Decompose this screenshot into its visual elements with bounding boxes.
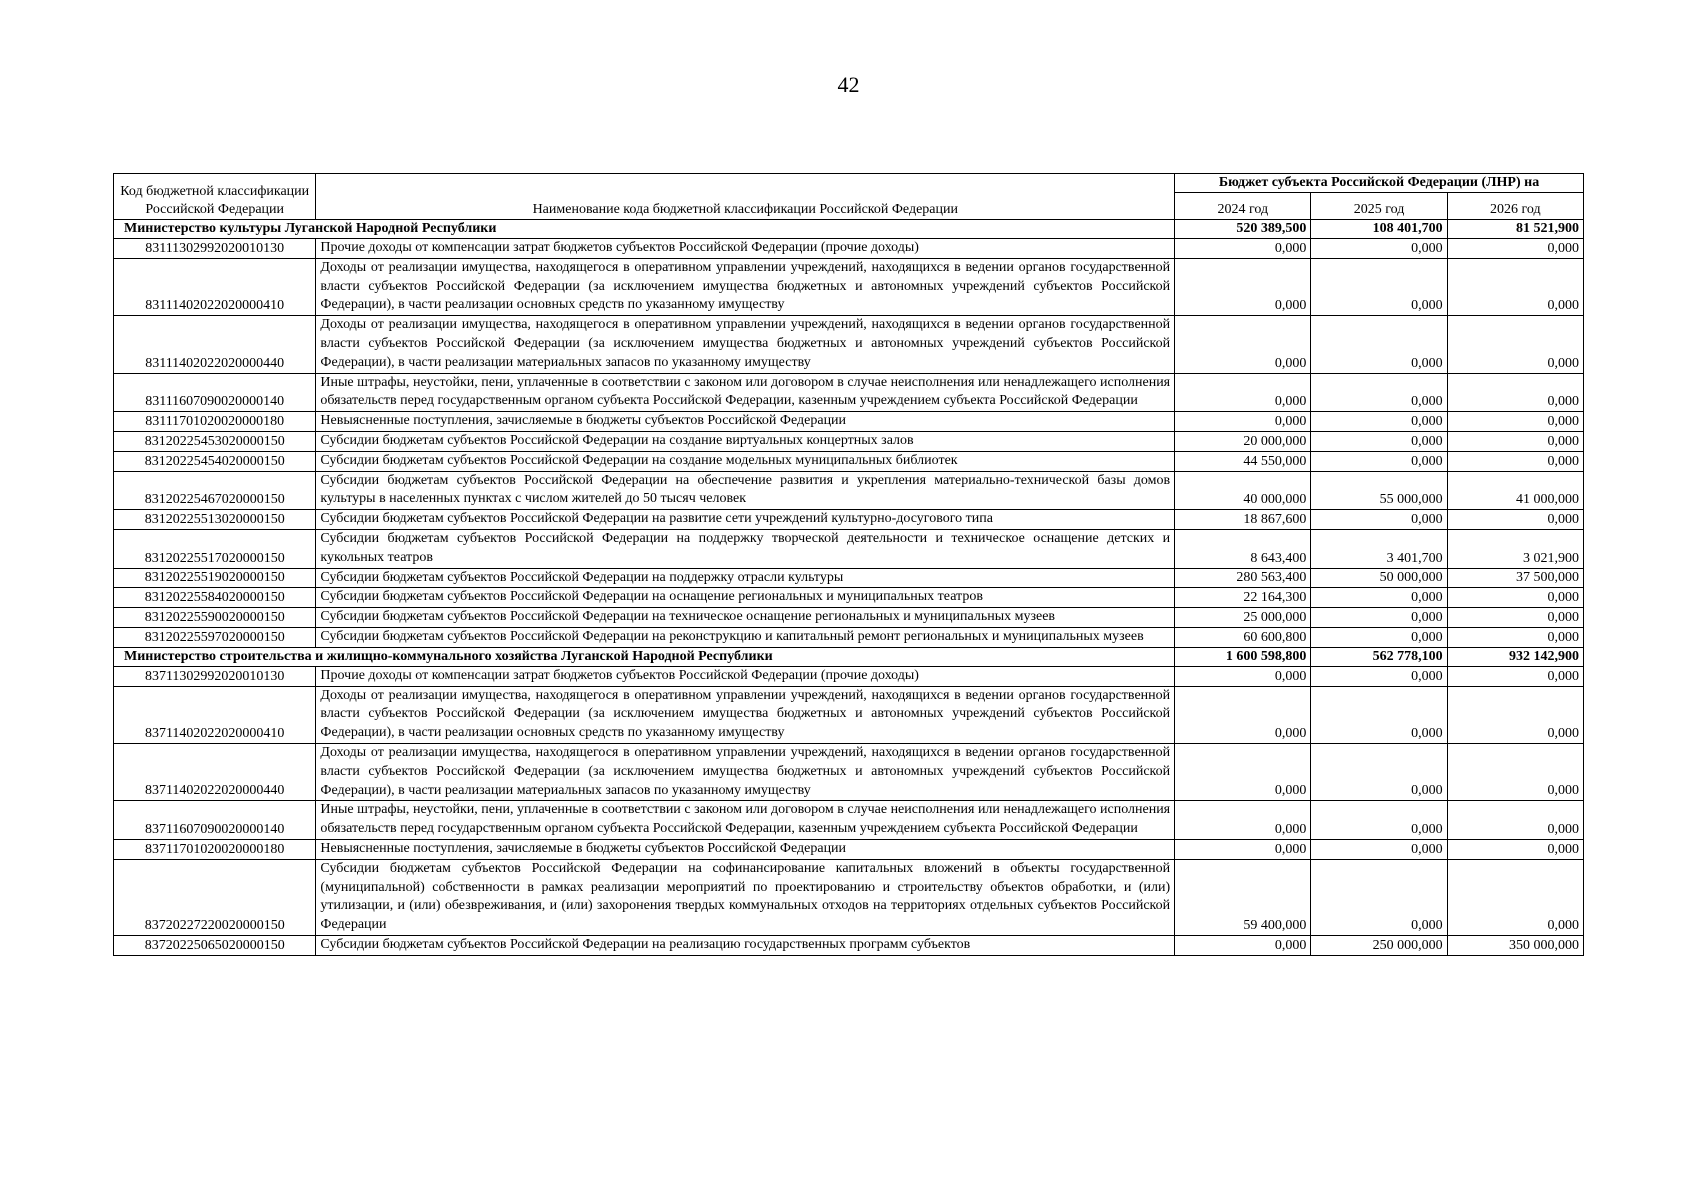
classification-code: 83120225453020000150 <box>114 431 316 451</box>
table-row <box>114 239 1584 259</box>
classification-code: 83120225590020000150 <box>114 608 316 628</box>
classification-code: 83111302992020010130 <box>114 239 316 259</box>
ministry-name: Министерство культуры Луганской Народной Республики <box>114 220 1175 239</box>
table-row <box>114 627 1584 647</box>
amount-2024: 0,000 <box>1175 839 1311 859</box>
classification-name: Субсидии бюджетам субъектов Российской Федерации на создание модельных муниципальных библиотек <box>316 451 1175 471</box>
amount-2024: 25 000,000 <box>1175 608 1311 628</box>
table-row <box>114 451 1584 471</box>
table-row <box>114 608 1584 628</box>
table-row <box>114 859 1584 935</box>
amount-2025: 0,000 <box>1311 316 1447 373</box>
amount-2024: 40 000,000 <box>1175 471 1311 510</box>
classification-name: Невыясненные поступления, зачисляемые в бюджеты субъектов Российской Федерации <box>316 412 1175 432</box>
table-row <box>114 471 1584 510</box>
amount-2024: 59 400,000 <box>1175 859 1311 935</box>
classification-code: 83711402022020000440 <box>114 743 316 800</box>
page-number: 42 <box>837 72 860 97</box>
amount-2025: 0,000 <box>1311 743 1447 800</box>
classification-code: 83720225065020000150 <box>114 935 316 955</box>
classification-name: Доходы от реализации имущества, находящегося в оперативном управлении учреждений, находящихся в ведении органов государственной власти субъектов Российской Федерации (за исключением имущества бюджетных и автономных учреждений субъектов Российской Федерации), в части реализации основных средств по указанному имуществу <box>316 686 1175 743</box>
table-body <box>114 220 1584 956</box>
amount-2025: 0,000 <box>1311 686 1447 743</box>
header-name: Наименование кода бюджетной классификации Российской Федерации <box>316 174 1175 220</box>
classification-name: Субсидии бюджетам субъектов Российской Федерации на развитие сети учреждений культурно-досугового типа <box>316 510 1175 530</box>
amount-2026: 0,000 <box>1447 627 1583 647</box>
amount-2025: 0,000 <box>1311 859 1447 935</box>
table-row <box>114 510 1584 530</box>
classification-name: Субсидии бюджетам субъектов Российской Федерации на софинансирование капитальных вложений в объекты государственной (муниципальной) собственности в рамках реализации мероприятий по проектированию и строительству объектов обработки, и (или) утилизации, и (или) обезвреживания, и (или) захоронения твердых коммунальных отходов на территориях отдельных субъектов Российской Федерации <box>316 859 1175 935</box>
amount-2025: 0,000 <box>1311 258 1447 315</box>
amount-2026: 0,000 <box>1447 316 1583 373</box>
table-row <box>114 373 1584 412</box>
classification-name: Иные штрафы, неустойки, пени, уплаченные в соответствии с законом или договором в случае неисполнения или ненадлежащего исполнения обязательств перед государственным органом субъекта Российской Федерации, казенным учреждением субъекта Российской Федерации <box>316 801 1175 840</box>
amount-2026: 0,000 <box>1447 431 1583 451</box>
classification-name: Субсидии бюджетам субъектов Российской Федерации на оснащение региональных и муниципальных театров <box>316 588 1175 608</box>
table-row <box>114 412 1584 432</box>
table-row <box>114 686 1584 743</box>
amount-2026: 0,000 <box>1447 608 1583 628</box>
classification-code: 83111402022020000410 <box>114 258 316 315</box>
amount-2025: 0,000 <box>1311 239 1447 259</box>
header-year-2025: 2025 год <box>1311 193 1447 220</box>
classification-code: 83120225513020000150 <box>114 510 316 530</box>
amount-2025: 108 401,700 <box>1311 220 1447 239</box>
classification-code: 83711302992020010130 <box>114 666 316 686</box>
amount-2026: 0,000 <box>1447 588 1583 608</box>
amount-2026: 0,000 <box>1447 239 1583 259</box>
classification-code: 83120225584020000150 <box>114 588 316 608</box>
amount-2024: 0,000 <box>1175 935 1311 955</box>
amount-2025: 0,000 <box>1311 627 1447 647</box>
amount-2024: 8 643,400 <box>1175 529 1311 568</box>
amount-2024: 0,000 <box>1175 316 1311 373</box>
amount-2025: 0,000 <box>1311 801 1447 840</box>
classification-code: 83711402022020000410 <box>114 686 316 743</box>
amount-2024: 60 600,800 <box>1175 627 1311 647</box>
amount-2024: 0,000 <box>1175 686 1311 743</box>
classification-name: Прочие доходы от компенсации затрат бюджетов субъектов Российской Федерации (прочие доходы) <box>316 666 1175 686</box>
amount-2025: 0,000 <box>1311 666 1447 686</box>
amount-2026: 3 021,900 <box>1447 529 1583 568</box>
table-row <box>114 258 1584 315</box>
amount-2025: 50 000,000 <box>1311 568 1447 588</box>
amount-2024: 1 600 598,800 <box>1175 647 1311 666</box>
classification-name: Субсидии бюджетам субъектов Российской Федерации на реконструкцию и капитальный ремонт региональных и муниципальных музеев <box>316 627 1175 647</box>
classification-code: 83111701020020000180 <box>114 412 316 432</box>
classification-name: Субсидии бюджетам субъектов Российской Федерации на поддержку отрасли культуры <box>316 568 1175 588</box>
ministry-row <box>114 647 1584 666</box>
header-year-2024: 2024 год <box>1175 193 1311 220</box>
amount-2025: 0,000 <box>1311 510 1447 530</box>
classification-code: 83120225597020000150 <box>114 627 316 647</box>
table-row <box>114 839 1584 859</box>
amount-2025: 0,000 <box>1311 451 1447 471</box>
classification-code: 83711701020020000180 <box>114 839 316 859</box>
amount-2025: 0,000 <box>1311 608 1447 628</box>
header-budget-group: Бюджет субъекта Российской Федерации (ЛНР) на <box>1175 174 1584 193</box>
table-row <box>114 935 1584 955</box>
classification-code: 83111607090020000140 <box>114 373 316 412</box>
classification-name: Субсидии бюджетам субъектов Российской Федерации на поддержку творческой деятельности и техническое оснащение детских и кукольных театров <box>316 529 1175 568</box>
amount-2026: 41 000,000 <box>1447 471 1583 510</box>
classification-code: 83120225519020000150 <box>114 568 316 588</box>
amount-2024: 22 164,300 <box>1175 588 1311 608</box>
amount-2026: 37 500,000 <box>1447 568 1583 588</box>
amount-2024: 20 000,000 <box>1175 431 1311 451</box>
amount-2026: 0,000 <box>1447 839 1583 859</box>
classification-name: Субсидии бюджетам субъектов Российской Федерации на техническое оснащение региональных и муниципальных музеев <box>316 608 1175 628</box>
table-row <box>114 568 1584 588</box>
amount-2026: 0,000 <box>1447 859 1583 935</box>
amount-2025: 0,000 <box>1311 431 1447 451</box>
amount-2025: 0,000 <box>1311 839 1447 859</box>
amount-2024: 0,000 <box>1175 373 1311 412</box>
amount-2025: 0,000 <box>1311 373 1447 412</box>
amount-2024: 520 389,500 <box>1175 220 1311 239</box>
ministry-row <box>114 220 1584 239</box>
table-row <box>114 743 1584 800</box>
classification-code: 83120225454020000150 <box>114 451 316 471</box>
amount-2024: 280 563,400 <box>1175 568 1311 588</box>
classification-name: Субсидии бюджетам субъектов Российской Федерации на обеспечение развития и укрепления материально-технической базы домов культуры в населенных пунктах с числом жителей до 50 тысяч человек <box>316 471 1175 510</box>
amount-2024: 0,000 <box>1175 258 1311 315</box>
amount-2025: 250 000,000 <box>1311 935 1447 955</box>
table-row <box>114 588 1584 608</box>
classification-name: Прочие доходы от компенсации затрат бюджетов субъектов Российской Федерации (прочие доходы) <box>316 239 1175 259</box>
amount-2024: 0,000 <box>1175 801 1311 840</box>
amount-2026: 0,000 <box>1447 743 1583 800</box>
table-row <box>114 431 1584 451</box>
classification-name: Доходы от реализации имущества, находящегося в оперативном управлении учреждений, находящихся в ведении органов государственной власти субъектов Российской Федерации (за исключением имущества бюджетных и автономных учреждений субъектов Российской Федерации), в части реализации основных средств по указанному имуществу <box>316 258 1175 315</box>
ministry-name: Министерство строительства и жилищно-коммунального хозяйства Луганской Народной Республики <box>114 647 1175 666</box>
amount-2025: 562 778,100 <box>1311 647 1447 666</box>
amount-2026: 932 142,900 <box>1447 647 1583 666</box>
amount-2026: 0,000 <box>1447 451 1583 471</box>
amount-2026: 0,000 <box>1447 373 1583 412</box>
amount-2024: 0,000 <box>1175 412 1311 432</box>
amount-2025: 3 401,700 <box>1311 529 1447 568</box>
amount-2026: 350 000,000 <box>1447 935 1583 955</box>
budget-table <box>113 173 1584 956</box>
table-row <box>114 666 1584 686</box>
classification-code: 83111402022020000440 <box>114 316 316 373</box>
classification-name: Доходы от реализации имущества, находящегося в оперативном управлении учреждений, находящихся в ведении органов государственной власти субъектов Российской Федерации (за исключением имущества бюджетных и автономных учреждений субъектов Российской Федерации), в части реализации материальных запасов по указанному имуществу <box>316 743 1175 800</box>
classification-name: Доходы от реализации имущества, находящегося в оперативном управлении учреждений, находящихся в ведении органов государственной власти субъектов Российской Федерации (за исключением имущества бюджетных и автономных учреждений субъектов Российской Федерации), в части реализации материальных запасов по указанному имуществу <box>316 316 1175 373</box>
amount-2024: 0,000 <box>1175 743 1311 800</box>
amount-2026: 81 521,900 <box>1447 220 1583 239</box>
classification-code: 83720227220020000150 <box>114 859 316 935</box>
amount-2024: 44 550,000 <box>1175 451 1311 471</box>
table-row <box>114 316 1584 373</box>
amount-2026: 0,000 <box>1447 258 1583 315</box>
classification-code: 83120225467020000150 <box>114 471 316 510</box>
amount-2025: 0,000 <box>1311 588 1447 608</box>
header-code: Код бюджетной классификации Российской Федерации <box>114 174 316 220</box>
classification-name: Субсидии бюджетам субъектов Российской Федерации на реализацию государственных программ субъектов <box>316 935 1175 955</box>
table-row <box>114 801 1584 840</box>
classification-name: Невыясненные поступления, зачисляемые в бюджеты субъектов Российской Федерации <box>316 839 1175 859</box>
amount-2024: 0,000 <box>1175 239 1311 259</box>
amount-2024: 18 867,600 <box>1175 510 1311 530</box>
amount-2026: 0,000 <box>1447 666 1583 686</box>
amount-2026: 0,000 <box>1447 686 1583 743</box>
amount-2026: 0,000 <box>1447 801 1583 840</box>
classification-name: Субсидии бюджетам субъектов Российской Федерации на создание виртуальных концертных залов <box>316 431 1175 451</box>
classification-code: 83120225517020000150 <box>114 529 316 568</box>
amount-2025: 0,000 <box>1311 412 1447 432</box>
header-year-2026: 2026 год <box>1447 193 1583 220</box>
table-row <box>114 529 1584 568</box>
amount-2024: 0,000 <box>1175 666 1311 686</box>
amount-2025: 55 000,000 <box>1311 471 1447 510</box>
classification-name: Иные штрафы, неустойки, пени, уплаченные в соответствии с законом или договором в случае неисполнения или ненадлежащего исполнения обязательств перед государственным органом субъекта Российской Федерации, казенным учреждением субъекта Российской Федерации <box>316 373 1175 412</box>
amount-2026: 0,000 <box>1447 412 1583 432</box>
classification-code: 83711607090020000140 <box>114 801 316 840</box>
amount-2026: 0,000 <box>1447 510 1583 530</box>
